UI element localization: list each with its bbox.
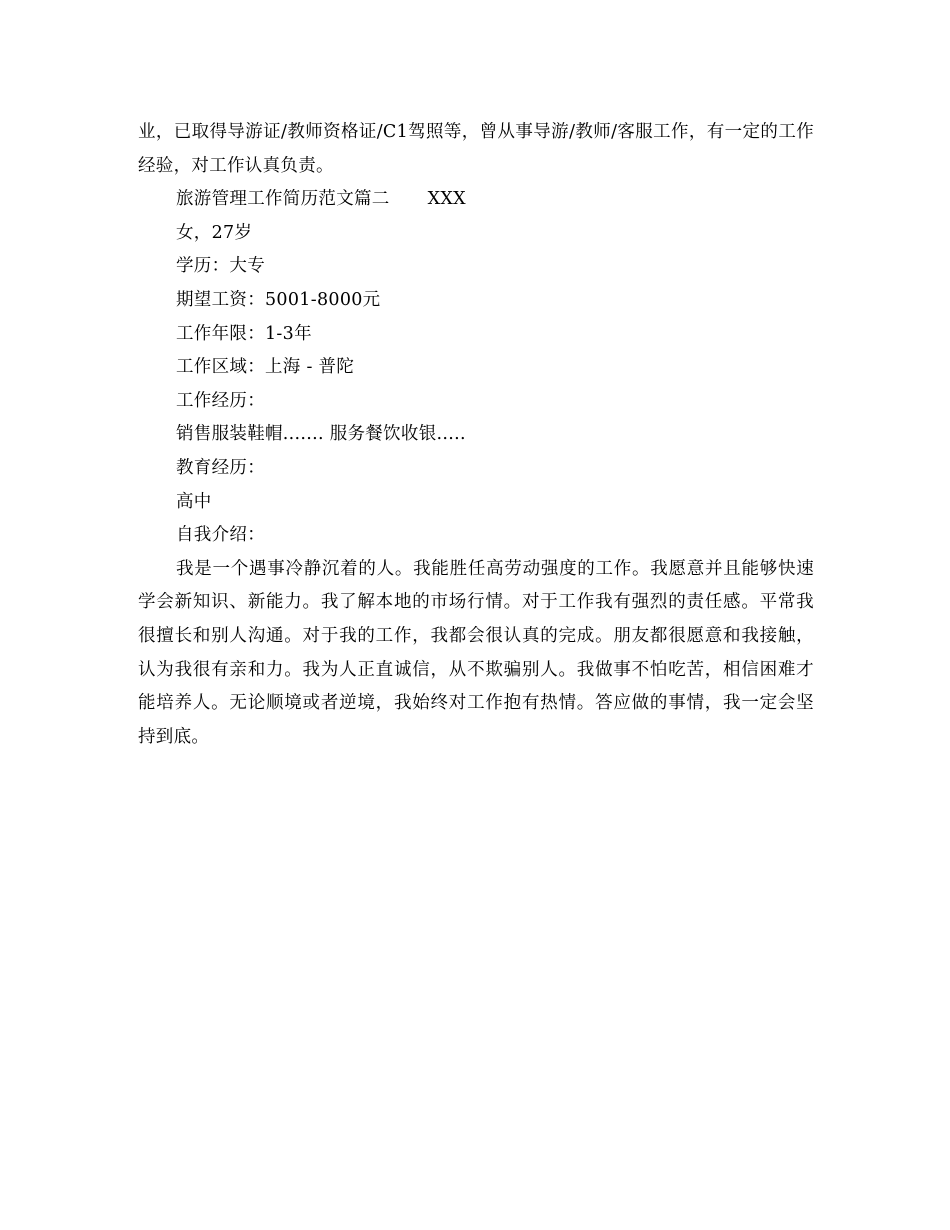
work-area: 工作区域：上海 - 普陀	[176, 357, 355, 378]
gender-age: 女，27岁	[176, 222, 253, 243]
self-intro-paragraph: 我是一个遇事冷静沉着的人。我能胜任高劳动强度的工作。我愿意并且能够快速学会新知识、新能力。我了解本地的市场行情。对于工作我有强烈的责任感。平常我很擅长和别人沟通。对于我的工作，我都会很认真的完成。朋友都很愿意和我接触，认为我很有亲和力。我为人正直诚信，从不欺骗别人。我做事不怕吃苦，相信困难才能培养人。无论顺境或者逆境，我始终对工作抱有热情。答应做的事情，我一定会坚持到底。	[138, 558, 814, 747]
education: 高中	[176, 491, 212, 512]
candidate-name: XXX	[427, 189, 466, 210]
opening-paragraph: 业，已取得导游证/教师资格证/C1驾照等，曾从事导游/教师/客服工作，有一定的工作经验，对工作认真负责。	[138, 122, 814, 176]
education-level: 学历：大专	[176, 256, 265, 277]
section-title: 旅游管理工作简历范文篇二	[176, 189, 390, 210]
education-label: 教育经历：	[176, 457, 265, 478]
document-body	[138, 116, 814, 754]
expected-salary: 期望工资：5001-8000元	[176, 289, 381, 310]
section-heading	[138, 183, 814, 217]
work-experience: 销售服装鞋帽....... 服务餐饮收银.....	[176, 424, 466, 445]
work-years: 工作年限：1-3年	[176, 323, 312, 344]
self-intro-label: 自我介绍：	[176, 525, 265, 546]
work-experience-label: 工作经历：	[176, 390, 265, 411]
